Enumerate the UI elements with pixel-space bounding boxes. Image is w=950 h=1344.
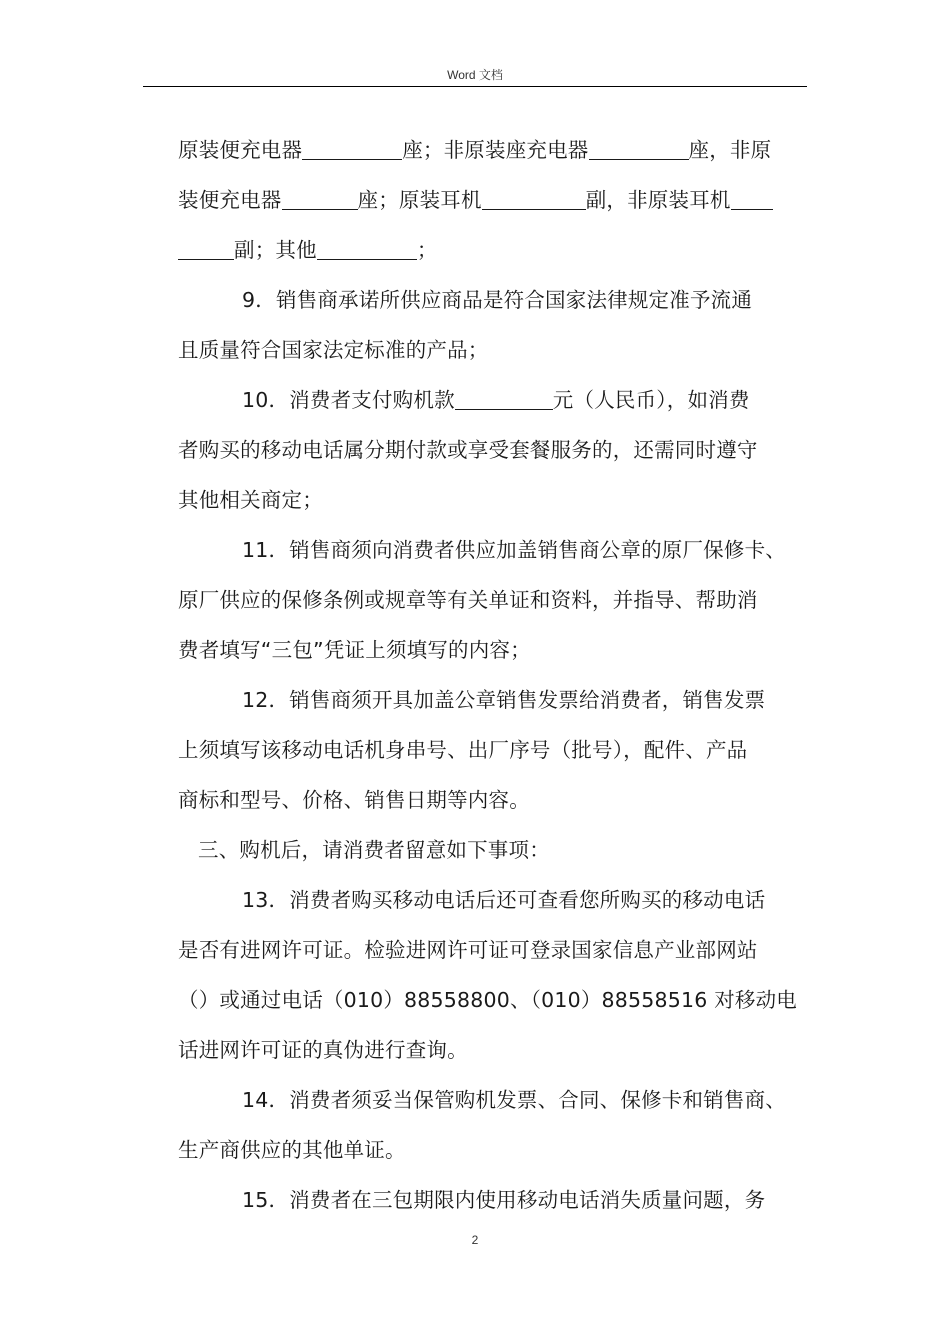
body-line xyxy=(178,137,771,163)
body-line: 原厂供应的保修条例或规章等有关单证和资料，并指导、帮助消 xyxy=(178,588,758,612)
body-line: 商标和型号、价格、销售日期等内容。 xyxy=(178,788,530,812)
body-line: 话进网许可证的真伪进行查询。 xyxy=(178,1038,468,1062)
text-segment: 装便充电器 xyxy=(178,188,282,212)
body-line: 费者填写“三包”凭证上须填写的内容； xyxy=(178,638,531,662)
text-segment: 座；原装耳机 xyxy=(357,188,482,212)
page-number: 2 xyxy=(471,1233,479,1247)
fill-blank xyxy=(178,239,234,260)
body-line xyxy=(242,387,750,413)
section-heading: 三、购机后，请消费者留意如下事项： xyxy=(198,838,550,862)
text-segment: 元（人民币），如消费 xyxy=(552,388,750,412)
fill-blank xyxy=(282,189,358,210)
page-header: Word 文档 xyxy=(447,68,503,82)
fill-blank xyxy=(317,239,417,260)
body-line: 者购买的移动电话属分期付款或享受套餐服务的，还需同时遵守 xyxy=(178,438,758,462)
body-line: 上须填写该移动电话机身串号、出厂序号（批号），配件、产品 xyxy=(178,738,748,762)
body-line: 9．销售商承诺所供应商品是符合国家法律规定准予流通 xyxy=(242,288,753,312)
text-segment: 10．消费者支付购机款 xyxy=(242,388,455,412)
header-rule xyxy=(143,86,807,87)
body-line: 生产商供应的其他单证。 xyxy=(178,1138,406,1162)
body-line: 12．销售商须开具加盖公章销售发票给消费者，销售发票 xyxy=(242,688,766,712)
text-segment: 原装便充电器 xyxy=(178,138,303,162)
body-line: 13．消费者购买移动电话后还可查看您所购买的移动电话 xyxy=(242,888,766,912)
fill-blank xyxy=(455,389,553,410)
fill-blank xyxy=(302,139,402,160)
body-line xyxy=(178,237,438,263)
fill-blank xyxy=(731,189,773,210)
text-segment: 座，非原 xyxy=(688,138,772,162)
text-segment: 副；其他 xyxy=(234,238,317,262)
text-segment: ； xyxy=(416,238,438,262)
text-segment: 副，非原装耳机 xyxy=(585,188,731,212)
body-line: 11．销售商须向消费者供应加盖销售商公章的原厂保修卡、 xyxy=(242,538,786,562)
body-line: 是否有进网许可证。检验进网许可证可登录国家信息产业部网站 xyxy=(178,938,758,962)
body-line: 14．消费者须妥当保管购机发票、合同、保修卡和销售商、 xyxy=(242,1088,786,1112)
text-segment: 座；非原装座充电器 xyxy=(402,138,589,162)
fill-blank xyxy=(482,189,586,210)
body-line xyxy=(178,187,773,213)
fill-blank xyxy=(589,139,689,160)
body-line: 其他相关商定； xyxy=(178,488,323,512)
body-line: 15．消费者在三包期限内使用移动电话消失质量问题，务 xyxy=(242,1188,766,1212)
body-line: （）或通过电话（010）88558800、（010）88558516 对移动电 xyxy=(178,988,798,1012)
body-line: 且质量符合国家法定标准的产品； xyxy=(178,338,489,362)
